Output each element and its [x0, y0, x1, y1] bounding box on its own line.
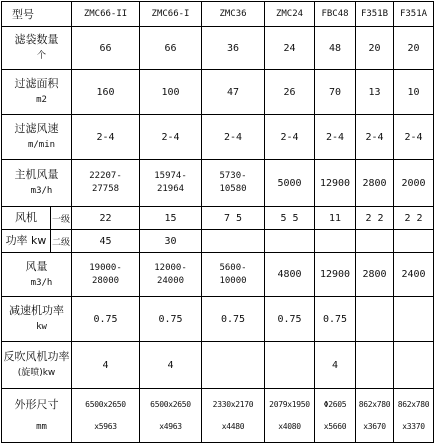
model-col-6: F351B	[356, 2, 394, 27]
cell	[265, 230, 315, 253]
cell: 48	[315, 27, 356, 70]
cell-line: 27758	[91, 184, 120, 194]
cell: 0.75	[265, 297, 315, 342]
cell	[265, 389, 315, 443]
row-dimensions	[2, 389, 434, 443]
cell: 2-4	[72, 115, 140, 160]
cell: 160	[72, 70, 140, 115]
cell: 2-4	[140, 115, 202, 160]
cell: 45	[72, 230, 140, 253]
cell-line: 19000-	[89, 262, 122, 273]
cell: 66	[72, 27, 140, 70]
cell	[356, 342, 394, 389]
cell: 2-4	[265, 115, 315, 160]
cell: 2000	[394, 160, 434, 207]
row-label	[2, 160, 72, 207]
cell: 30	[140, 230, 202, 253]
row-bags	[2, 27, 434, 70]
row-label	[2, 70, 72, 115]
stage-label: 二级	[51, 230, 72, 253]
cell	[356, 230, 394, 253]
cell-line: 862x780	[397, 399, 430, 409]
cell: 2-4	[202, 115, 265, 160]
cell-line: x3670	[363, 421, 386, 431]
row-area	[2, 70, 434, 115]
row-label	[2, 389, 72, 443]
cell	[202, 230, 265, 253]
cell-line: x3370	[402, 421, 425, 431]
cell	[202, 389, 265, 443]
row-label: 功率 kw	[2, 230, 51, 253]
row-label	[2, 27, 72, 70]
cell-line: 21964	[156, 184, 185, 194]
stage-label: 一级	[51, 207, 72, 230]
cell: 0.75	[315, 297, 356, 342]
cell-line: Φ2605	[323, 399, 347, 409]
cell: 22	[72, 207, 140, 230]
cell-line: x4963	[159, 421, 182, 431]
param-name: 减速机功率	[9, 304, 64, 317]
cell-line: x5660	[323, 421, 347, 431]
cell-line: 24000	[156, 275, 185, 286]
cell	[394, 342, 434, 389]
param-name: 外形尺寸	[14, 397, 59, 411]
cell: 36	[202, 27, 265, 70]
cell	[202, 160, 265, 207]
cell-line: 862x780	[358, 399, 391, 409]
cell: 47	[202, 70, 265, 115]
cell	[315, 389, 356, 443]
cell: 2 2	[394, 207, 434, 230]
model-col-4: ZMC24	[265, 2, 315, 27]
row-label	[2, 115, 72, 160]
cell-line: 2079x1950	[269, 399, 310, 409]
param-name: 主机风量	[14, 168, 59, 181]
param-unit: mm	[36, 421, 47, 432]
cell-line: 28000	[91, 275, 120, 286]
cell: 66	[140, 27, 202, 70]
cell-line: 22207-	[89, 171, 122, 181]
cell	[202, 342, 265, 389]
row-air-volume	[2, 253, 434, 297]
cell: 100	[140, 70, 202, 115]
cell: 4	[72, 342, 140, 389]
model-col-5: FBC48	[315, 2, 356, 27]
param-name: 反吹风机功率	[3, 350, 70, 363]
cell: 12900	[315, 253, 356, 297]
cell-line: 5600-	[219, 262, 247, 273]
model-header: 型号	[2, 2, 72, 27]
param-unit: m3/h	[30, 277, 53, 288]
cell	[265, 342, 315, 389]
cell	[356, 389, 394, 443]
cell-line: x4080	[278, 421, 301, 431]
model-col-1: ZMC66-II	[72, 2, 140, 27]
cell	[140, 253, 202, 297]
cell-line: 15974-	[154, 171, 187, 181]
param-name: 滤袋数量	[14, 33, 59, 46]
row-reverse	[2, 342, 434, 389]
param-unit: kw	[36, 322, 47, 332]
cell: 5 5	[265, 207, 315, 230]
param-name: 过滤风速	[14, 122, 59, 135]
row-label	[2, 297, 72, 342]
param-unit: m2	[36, 95, 47, 105]
cell: 2-4	[394, 115, 434, 160]
cell: 2-4	[356, 115, 394, 160]
row-airflow	[2, 160, 434, 207]
cell-line: 10000	[219, 275, 247, 286]
row-fan-stage2	[2, 230, 434, 253]
param-name: 过滤面积	[14, 77, 59, 90]
row-fan-stage1	[2, 207, 434, 230]
cell	[394, 297, 434, 342]
cell	[394, 230, 434, 253]
cell	[140, 160, 202, 207]
cell: 2400	[394, 253, 434, 297]
cell: 24	[265, 27, 315, 70]
cell	[72, 389, 140, 443]
model-col-3: ZMC36	[202, 2, 265, 27]
cell	[140, 389, 202, 443]
row-label	[2, 253, 72, 297]
cell: 13	[356, 70, 394, 115]
cell	[356, 297, 394, 342]
cell: 2-4	[315, 115, 356, 160]
model-col-7: F351A	[394, 2, 434, 27]
cell	[315, 230, 356, 253]
cell: 70	[315, 70, 356, 115]
cell: 4	[315, 342, 356, 389]
cell: 20	[356, 27, 394, 70]
cell: 0.75	[140, 297, 202, 342]
model-col-2: ZMC66-I	[140, 2, 202, 27]
param-unit: m3/h	[30, 186, 53, 196]
param-unit: m/min	[27, 140, 56, 150]
cell-line: 10580	[219, 184, 247, 194]
cell-line: 12000-	[154, 262, 187, 273]
param-name: 风量	[25, 259, 48, 273]
cell: 7 5	[202, 207, 265, 230]
cell: 5000	[265, 160, 315, 207]
cell-line: 5730-	[219, 171, 247, 181]
cell: 2800	[356, 253, 394, 297]
cell: 4	[140, 342, 202, 389]
cell: 10	[394, 70, 434, 115]
cell: 4800	[265, 253, 315, 297]
spec-table	[1, 1, 434, 443]
cell: 15	[140, 207, 202, 230]
cell: 20	[394, 27, 434, 70]
cell	[72, 160, 140, 207]
cell: 2 2	[356, 207, 394, 230]
header-row	[2, 2, 434, 27]
cell-line: 6500x2650	[85, 399, 126, 409]
row-label	[2, 342, 72, 389]
cell: 0.75	[202, 297, 265, 342]
cell	[72, 253, 140, 297]
cell-line: x4480	[221, 421, 245, 431]
cell	[394, 389, 434, 443]
row-speed	[2, 115, 434, 160]
cell: 0.75	[72, 297, 140, 342]
cell	[202, 253, 265, 297]
cell: 12900	[315, 160, 356, 207]
cell: 11	[315, 207, 356, 230]
cell: 2800	[356, 160, 394, 207]
param-unit: (旋喷)kw	[17, 368, 56, 378]
cell: 26	[265, 70, 315, 115]
row-label: 风机	[2, 207, 51, 230]
cell-line: x5963	[94, 421, 117, 431]
cell-line: 6500x2650	[150, 399, 191, 409]
cell-line: 2330x2170	[212, 399, 254, 409]
row-reducer	[2, 297, 434, 342]
param-unit: 个	[36, 51, 46, 61]
